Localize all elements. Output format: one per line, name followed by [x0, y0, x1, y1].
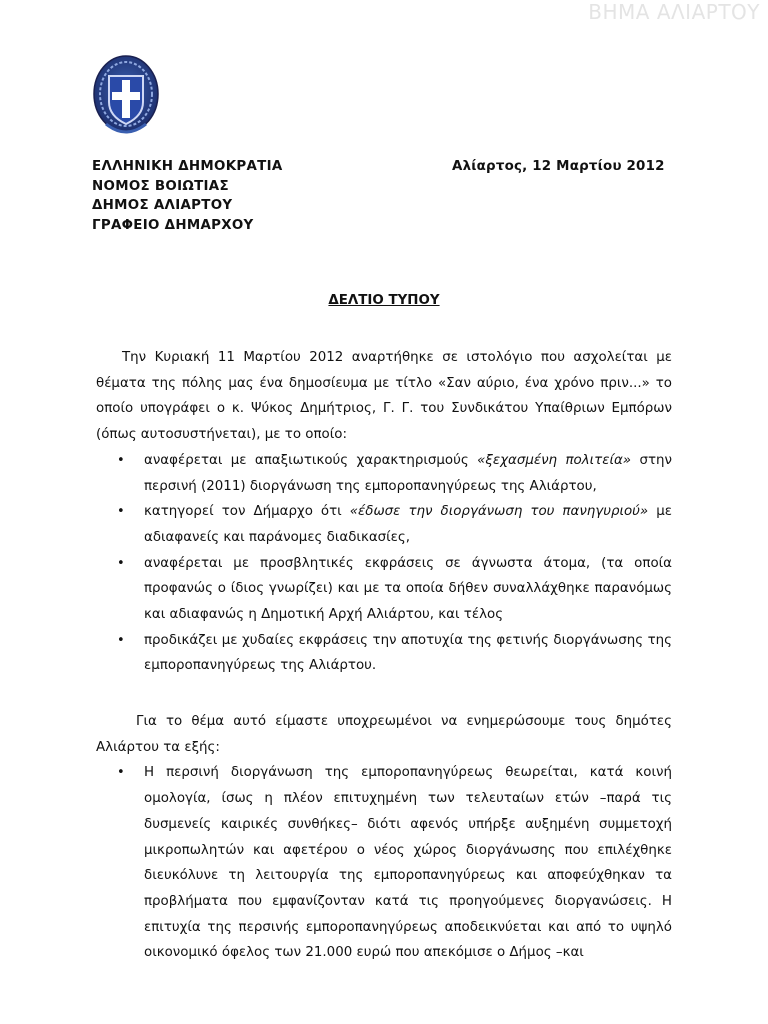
- intro-paragraph: Την Κυριακή 11 Μαρτίου 2012 αναρτήθηκε σε ιστολόγιο που ασχολείται με θέματα της πόλης μας ένα δημοσίευμα με τίτλο «Σαν αύριο, ένα χρόνο πριν...» το οποίο υπογράφει ο κ. Ψύκος Δημήτριος, Γ. Γ. του Συνδικάτου Υπαίθριων Εμπόρων (όπως αυτοσυστήνεται), με το οποίο:: [96, 350, 672, 443]
- issuer-line: ΓΡΑΦΕΙΟ ΔΗΜΑΡΧΟΥ: [92, 217, 254, 233]
- list-item: • αναφέρεται με απαξιωτικούς χαρακτηρισμούς «ξεχασμένη πολιτεία» στην περσινή (2011) διοργάνωση της εμποροπανηγύρεως της Αλιάρτου,: [144, 448, 672, 499]
- bullet-icon: •: [117, 632, 125, 648]
- list-item: • αναφέρεται με προσβλητικές εκφράσεις σε άγνωστα άτομα, (τα οποία προφανώς ο ίδιος γνωρίζει) και με τα οποία δήθεν συναλλάχθηκε παρανόμως και αδιαφανώς η Δημοτική Αρχή Αλιάρτου, και τέλος: [144, 551, 672, 628]
- quoted-phrase: «έδωσε την διοργάνωση του πανηγυριού»: [349, 504, 649, 520]
- bullet-icon: •: [117, 555, 125, 571]
- list-item: • κατηγορεί τον Δήμαρχο ότι «έδωσε την διοργάνωση του πανηγυριού» με αδιαφανείς και παράνομες διαδικασίες,: [144, 499, 672, 550]
- list-item: • προδικάζει με χυδαίες εκφράσεις την αποτυχία της φετινής διοργάνωσης της εμποροπανηγύρεως της Αλιάρτου.: [144, 628, 672, 679]
- allegations-list: [96, 448, 672, 679]
- bullet-icon: •: [117, 452, 125, 468]
- issuer-line: ΝΟΜΟΣ ΒΟΙΩΤΙΑΣ: [92, 178, 229, 194]
- issuer-line: ΕΛΛΗΝΙΚΗ ΔΗΜΟΚΡΑΤΙΑ: [92, 159, 283, 174]
- document-date: Αλίαρτος, 12 Μαρτίου 2012: [452, 159, 665, 174]
- press-release-section-2: [96, 709, 672, 966]
- list-item: • Η περσινή διοργάνωση της εμποροπανηγύρεως θεωρείται, κατά κοινή ομολογία, ίσως η πλέον επιτυχημένη των τελευταίων ετών –παρά τις δυσμενείς καιρικές συνθήκες– διότι αφενός υπήρξε αυξημένη συμμετοχή μικροπωλητών και αφετέρου ο νέος χώρος διοργάνωσης που επιλέχθηκε διευκόλυνε τη λειτουργία της εμποροπανηγύρεως και αποφεύχθηκαν τα προβλήματα που εμφανίζονταν κατά τις προηγούμενες διοργανώσεις. Η επιτυχία της περσινής εμποροπανηγύρεως αποδεικνύεται και από το υψηλό οικονομικό όφελος των 21.000 ευρώ που απεκόμισε ο Δήμος –και: [144, 760, 672, 966]
- response-paragraph: Για το θέμα αυτό είμαστε υποχρεωμένοι να ενημερώσουμε τους δημότες Αλιάρτου τα εξής:: [96, 714, 672, 755]
- quoted-phrase: «ξεχασμένη πολιτεία»: [477, 452, 632, 468]
- document-title: ΔΕΛΤΙΟ ΤΥΠΟΥ: [328, 293, 440, 308]
- response-list: [96, 760, 672, 966]
- watermark: ΒΗΜΑ ΑΛΙΑΡΤΟΥ: [588, 0, 760, 24]
- issuer-block: [92, 157, 283, 235]
- bullet-icon: •: [117, 765, 125, 781]
- press-release-section-1: [96, 345, 672, 679]
- issuer-line: ΔΗΜΟΣ ΑΛΙΑΡΤΟΥ: [92, 198, 233, 213]
- bullet-icon: •: [117, 504, 125, 520]
- greek-republic-emblem-icon: [92, 54, 160, 142]
